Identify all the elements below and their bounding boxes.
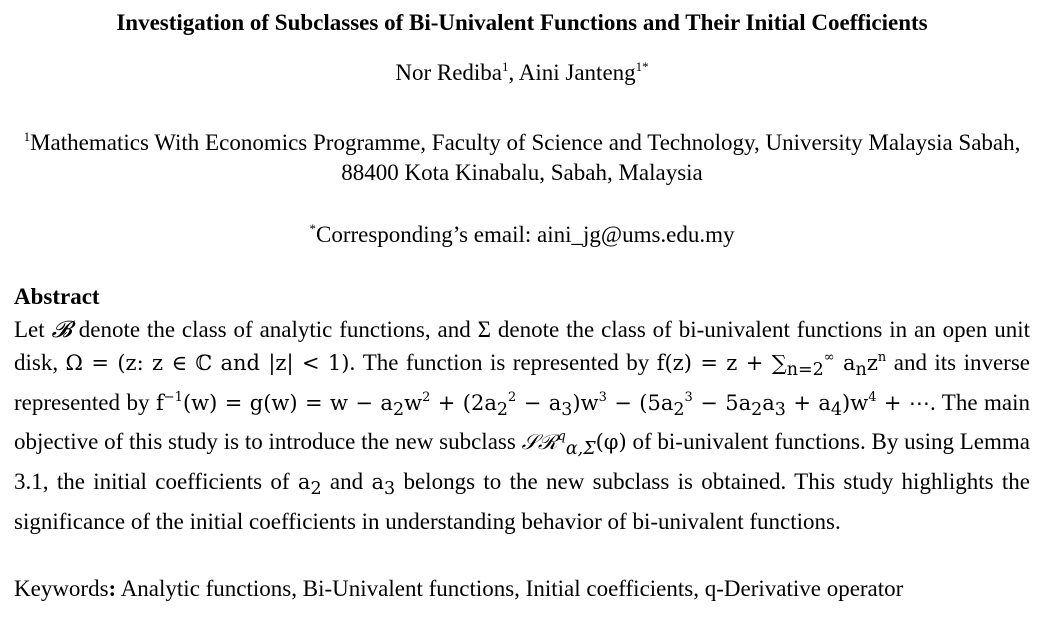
- math-part: − 5a: [692, 390, 752, 415]
- math-subscript: 2: [751, 399, 763, 420]
- abstract-text: and its inverse represented by: [14, 349, 1031, 415]
- author-name: Nor Rediba: [395, 60, 503, 85]
- math-part: w: [404, 390, 423, 415]
- abstract-body: [14, 314, 1030, 539]
- keywords-text: Analytic functions, Bi-Univalent functions, Initial coefficients, q-Derivative operator: [116, 576, 904, 601]
- math-expression: [521, 429, 627, 460]
- keywords: [14, 574, 1030, 604]
- corresponding-email: [0, 220, 1044, 250]
- keywords-label: Keywords: [14, 576, 109, 601]
- math-part: − (5a: [606, 390, 674, 415]
- abstract-text: belongs to the new subclass is obtained. This study highlights the significance of the initial coefficients in understanding behavior of bi-univalent functions.: [14, 469, 1030, 535]
- math-part: a: [834, 350, 856, 375]
- math-subscript: n=2: [786, 359, 824, 380]
- corresponding-mark: *: [309, 221, 316, 236]
- math-subscript: 2: [310, 479, 322, 500]
- math-expression: [156, 389, 930, 420]
- math-subscript: 3: [384, 479, 396, 500]
- math-part: a: [297, 470, 311, 495]
- author-separator: ,: [508, 60, 519, 85]
- abstract-text: . The main objective of this study is to introduce the new subclass: [14, 389, 1031, 455]
- affiliation-text: Mathematics With Economics Programme, Faculty of Science and Technology, University Malaysia Sabah, 88400 Kota Kinabalu, Sabah, Malaysia: [30, 130, 1021, 185]
- math-expression: [371, 470, 396, 500]
- math-subscript: 3: [774, 399, 786, 420]
- math-part: + (2a: [430, 390, 497, 415]
- paper-title: Investigation of Subclasses of Bi-Univalent Functions and Their Initial Coefficients: [116, 10, 928, 35]
- author-affiliation-mark: 1*: [635, 59, 649, 74]
- math-superscript: 2: [508, 389, 517, 405]
- math-part: − a: [516, 390, 562, 415]
- math-subscript: 2: [673, 399, 685, 420]
- author-name: Aini Janteng: [518, 60, 636, 85]
- math-superscript: ∞: [823, 349, 835, 365]
- affiliation: [14, 128, 1030, 188]
- math-part: )w: [572, 390, 599, 415]
- math-part: )w: [842, 390, 869, 415]
- math-superscript: 2: [422, 389, 431, 405]
- abstract-text: Let: [14, 317, 52, 342]
- math-expression: [656, 349, 887, 380]
- math-superscript: −1: [163, 389, 183, 405]
- math-part: (φ): [595, 430, 627, 455]
- math-expression: [297, 470, 322, 500]
- abstract-heading: Abstract: [14, 284, 100, 309]
- math-part: + ⋯: [876, 390, 930, 415]
- math-subscript: n: [855, 359, 867, 380]
- abstract-text: of bi-univalent functions. By using Lemma 3.1, the initial coefficients of: [14, 429, 1030, 495]
- math-subscript: 3: [561, 399, 573, 420]
- math-superscript: 3: [598, 389, 607, 405]
- keywords-colon: :: [108, 576, 117, 601]
- math-part: z: [866, 350, 878, 375]
- abstract-text: and: [321, 469, 372, 495]
- affiliation-mark: 1: [23, 129, 31, 144]
- abstract-text: denote the class of analytic functions, and Σ denote the class of bi-univalent functions in an open unit disk,: [14, 317, 1030, 375]
- math-superscript: 4: [868, 389, 877, 405]
- math-superscript: n: [877, 349, 887, 365]
- math-subscript: 2: [392, 399, 405, 420]
- math-part: a: [762, 390, 775, 415]
- math-part: (w) = g(w) = w − a: [182, 390, 393, 415]
- math-part: a: [371, 470, 384, 495]
- math-superscript: q: [557, 429, 566, 445]
- math-symbol: 𝓑: [51, 317, 72, 342]
- abstract-text: . The function is represented by: [349, 349, 657, 375]
- math-subscript: 4: [830, 399, 843, 420]
- email-text: Corresponding’s email: aini_jg@ums.edu.my: [315, 222, 735, 247]
- math-superscript: 3: [684, 389, 693, 405]
- math-part: f(z) = z + ∑: [656, 350, 787, 375]
- math-expression: Ω = (z: z ∈ ℂ and |z| < 1): [65, 350, 350, 375]
- author-affiliation-mark: 1: [502, 59, 509, 74]
- math-part: + a: [785, 390, 831, 415]
- math-part: f: [156, 390, 164, 415]
- math-subscript: 2: [496, 399, 508, 420]
- author-line: [0, 58, 1044, 88]
- math-subscript: α,Σ: [565, 439, 596, 460]
- math-part: 𝒮ℛ: [521, 430, 558, 455]
